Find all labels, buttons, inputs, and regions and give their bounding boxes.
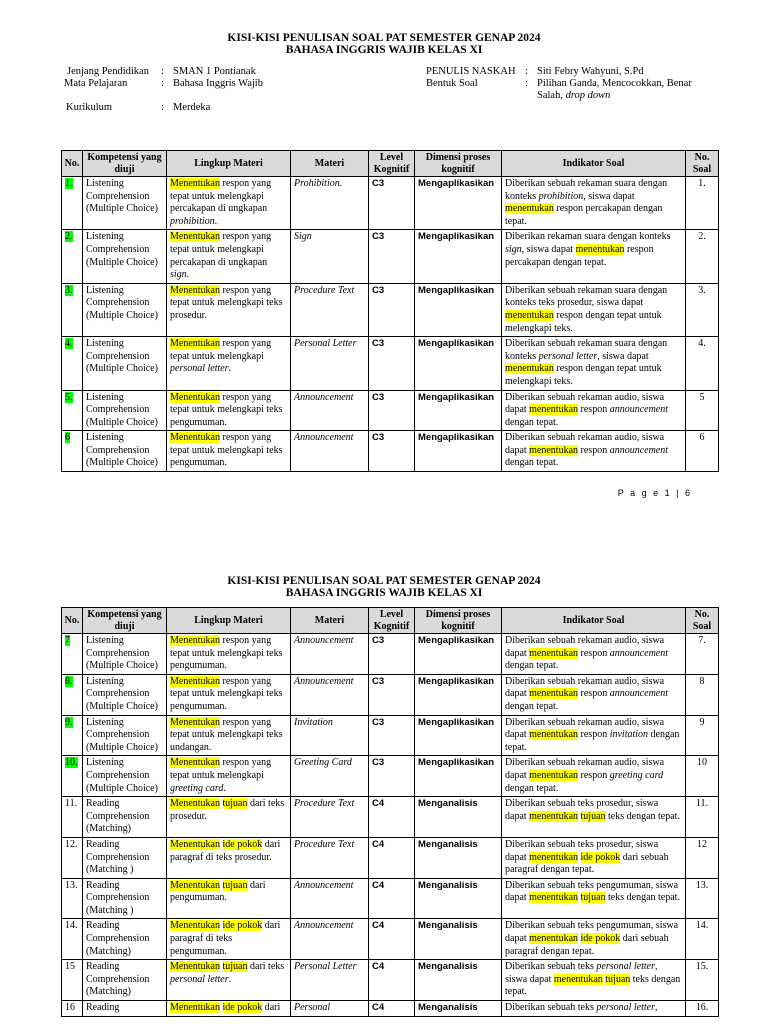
column-header: Dimensi proses kognitif bbox=[415, 151, 502, 177]
cell-no-soal: 10 bbox=[686, 756, 719, 797]
page-2 bbox=[0, 555, 768, 1024]
cell-level: C3 bbox=[369, 390, 415, 431]
cell-level: C4 bbox=[369, 797, 415, 838]
cell-no: 15 bbox=[62, 960, 83, 1001]
cell-lingkup: Menentukan tujuan dari teks personal letter. bbox=[167, 960, 291, 1001]
cell-no: 13. bbox=[62, 878, 83, 919]
table-row bbox=[62, 283, 719, 336]
cell-lingkup: Menentukan ide pokok dari paragraf di teks pengumuman. bbox=[167, 919, 291, 960]
cell-materi: Procedure Text bbox=[291, 837, 369, 878]
cell-level: C4 bbox=[369, 919, 415, 960]
cell-dimensi: Menganalisis bbox=[415, 837, 502, 878]
cell-dimensi: Mengaplikasikan bbox=[415, 674, 502, 715]
column-header: Level Kognitif bbox=[369, 608, 415, 634]
cell-level: C3 bbox=[369, 431, 415, 472]
cell-materi: Sign bbox=[291, 230, 369, 283]
cell-materi: Announcement bbox=[291, 674, 369, 715]
cell-no-soal: 2. bbox=[686, 230, 719, 283]
cell-no: 9. bbox=[62, 715, 83, 756]
cell-dimensi: Menganalisis bbox=[415, 797, 502, 838]
cell-indikator: Diberikan sebuah teks pengumuman, siswa dapat menentukan ide pokok dari sebuah paragraf dengan tepat. bbox=[502, 919, 686, 960]
cell-no-soal: 3. bbox=[686, 283, 719, 336]
table-row bbox=[62, 230, 719, 283]
cell-indikator: Diberikan sebuah teks personal letter, bbox=[502, 1001, 686, 1017]
cell-kompetensi: Listening Comprehension (Multiple Choice) bbox=[83, 756, 167, 797]
cell-kompetensi: Reading bbox=[83, 1001, 167, 1017]
cell-dimensi: Mengaplikasikan bbox=[415, 756, 502, 797]
cell-no-soal: 7. bbox=[686, 634, 719, 675]
cell-dimensi: Mengaplikasikan bbox=[415, 337, 502, 390]
cell-indikator: Diberikan sebuah teks pengumuman, siswa dapat menentukan tujuan teks dengan tepat. bbox=[502, 878, 686, 919]
cell-no-soal: 9 bbox=[686, 715, 719, 756]
kisi-table-page-2 bbox=[61, 607, 719, 1017]
cell-indikator: Diberikan sebuah rekaman suara dengan konteks prohibition, siswa dapat menentukan respon percakapan dengan tepat. bbox=[502, 177, 686, 230]
cell-lingkup: Menentukan ide pokok dari bbox=[167, 1001, 291, 1017]
cell-lingkup: Menentukan respon yang tepat untuk melengkapi teks undangan. bbox=[167, 715, 291, 756]
column-header: Materi bbox=[291, 151, 369, 177]
cell-lingkup: Menentukan respon yang tepat untuk melengkapi teks pengumuman. bbox=[167, 431, 291, 472]
cell-kompetensi: Listening Comprehension (Multiple Choice) bbox=[83, 337, 167, 390]
cell-level: C3 bbox=[369, 715, 415, 756]
table-row bbox=[62, 431, 719, 472]
table-row bbox=[62, 674, 719, 715]
cell-materi: Announcement bbox=[291, 634, 369, 675]
cell-no-soal: 1. bbox=[686, 177, 719, 230]
table-row bbox=[62, 634, 719, 675]
cell-materi: Announcement bbox=[291, 390, 369, 431]
cell-indikator: Diberikan sebuah rekaman audio, siswa dapat menentukan respon announcement dengan tepat. bbox=[502, 674, 686, 715]
cell-dimensi: Mengaplikasikan bbox=[415, 634, 502, 675]
kisi-table-page-1 bbox=[61, 150, 719, 472]
column-header: Lingkup Materi bbox=[167, 608, 291, 634]
cell-materi: Personal Letter bbox=[291, 337, 369, 390]
column-header: No. bbox=[62, 151, 83, 177]
cell-no-soal: 4. bbox=[686, 337, 719, 390]
cell-no: 10. bbox=[62, 756, 83, 797]
cell-no: 14. bbox=[62, 919, 83, 960]
table-row bbox=[62, 878, 719, 919]
cell-no: 3. bbox=[62, 283, 83, 336]
cell-kompetensi: Listening Comprehension (Multiple Choice) bbox=[83, 283, 167, 336]
cell-lingkup: Menentukan respon yang tepat untuk melengkapi personal letter. bbox=[167, 337, 291, 390]
cell-no: 8. bbox=[62, 674, 83, 715]
cell-lingkup: Menentukan ide pokok dari paragraf di teks prosedur. bbox=[167, 837, 291, 878]
column-header: No. Soal bbox=[686, 151, 719, 177]
cell-lingkup: Menentukan respon yang tepat untuk melengkapi teks pengumuman. bbox=[167, 674, 291, 715]
cell-level: C3 bbox=[369, 674, 415, 715]
cell-no-soal: 13. bbox=[686, 878, 719, 919]
table-row bbox=[62, 337, 719, 390]
cell-indikator: Diberikan sebuah teks personal letter, siswa dapat menentukan tujuan teks dengan tepat. bbox=[502, 960, 686, 1001]
cell-kompetensi: Listening Comprehension (Multiple Choice) bbox=[83, 431, 167, 472]
table-body bbox=[62, 634, 719, 1017]
cell-materi: Announcement bbox=[291, 919, 369, 960]
column-header: Dimensi proses kognitif bbox=[415, 608, 502, 634]
cell-materi: Prohibition. bbox=[291, 177, 369, 230]
cell-lingkup: Menentukan respon yang tepat untuk melengkapi percakapan di ungkapan sign. bbox=[167, 230, 291, 283]
cell-kompetensi: Reading Comprehension (Matching ) bbox=[83, 878, 167, 919]
column-header: No. bbox=[62, 608, 83, 634]
column-header: Lingkup Materi bbox=[167, 151, 291, 177]
cell-dimensi: Mengaplikasikan bbox=[415, 431, 502, 472]
cell-no: 6 bbox=[62, 431, 83, 472]
cell-no: 2. bbox=[62, 230, 83, 283]
cell-dimensi: Mengaplikasikan bbox=[415, 715, 502, 756]
cell-kompetensi: Listening Comprehension (Multiple Choice) bbox=[83, 674, 167, 715]
cell-materi: Invitation bbox=[291, 715, 369, 756]
cell-no: 5. bbox=[62, 390, 83, 431]
column-header: Kompetensi yang diuji bbox=[83, 608, 167, 634]
cell-level: C4 bbox=[369, 878, 415, 919]
cell-dimensi: Menganalisis bbox=[415, 960, 502, 1001]
cell-level: C3 bbox=[369, 230, 415, 283]
cell-materi: Announcement bbox=[291, 878, 369, 919]
cell-indikator: Diberikan sebuah rekaman audio, siswa dapat menentukan respon greeting card dengan tepat. bbox=[502, 756, 686, 797]
cell-no-soal: 11. bbox=[686, 797, 719, 838]
cell-dimensi: Menganalisis bbox=[415, 878, 502, 919]
table-row bbox=[62, 177, 719, 230]
column-header: Kompetensi yang diuji bbox=[83, 151, 167, 177]
cell-lingkup: Menentukan respon yang tepat untuk melengkapi teks pengumuman. bbox=[167, 634, 291, 675]
cell-indikator: Diberikan sebuah rekaman audio, siswa dapat menentukan respon announcement dengan tepat. bbox=[502, 431, 686, 472]
column-header: Indikator Soal bbox=[502, 608, 686, 634]
cell-indikator: Diberikan sebuah rekaman audio, siswa dapat menentukan respon announcement dengan tepat. bbox=[502, 390, 686, 431]
cell-level: C4 bbox=[369, 960, 415, 1001]
cell-kompetensi: Listening Comprehension (Multiple Choice) bbox=[83, 230, 167, 283]
cell-kompetensi: Listening Comprehension (Multiple Choice) bbox=[83, 634, 167, 675]
cell-indikator: Diberikan sebuah rekaman suara dengan konteks teks prosedur, siswa dapat menentukan respon dengan tepat untuk melengkapi teks. bbox=[502, 283, 686, 336]
meta-right: PENULIS NASKAH : Siti Febry Wahyuni, S.Pd Bentuk Soal : Pilihan Ganda, Mencocokkan, Benar Salah, drop down bbox=[426, 66, 692, 101]
cell-level: C3 bbox=[369, 283, 415, 336]
cell-no: 4. bbox=[62, 337, 83, 390]
cell-no: 16 bbox=[62, 1001, 83, 1017]
cell-dimensi: Mengaplikasikan bbox=[415, 177, 502, 230]
page-number: P a g e 1 | 6 bbox=[617, 488, 692, 498]
table-row bbox=[62, 715, 719, 756]
column-header: Indikator Soal bbox=[502, 151, 686, 177]
meta-left: Jenjang Pendidikan : SMAN 1 Pontianak Mata Pelajaran : Bahasa Inggris Wajib Kurikulum : Merdeka bbox=[64, 66, 263, 113]
cell-level: C3 bbox=[369, 756, 415, 797]
cell-materi: Announcement bbox=[291, 431, 369, 472]
table-row bbox=[62, 960, 719, 1001]
table-body bbox=[62, 177, 719, 472]
cell-kompetensi: Reading Comprehension (Matching ) bbox=[83, 837, 167, 878]
cell-no-soal: 5 bbox=[686, 390, 719, 431]
cell-materi: Procedure Text bbox=[291, 797, 369, 838]
cell-dimensi: Menganalisis bbox=[415, 919, 502, 960]
cell-no-soal: 6 bbox=[686, 431, 719, 472]
page-title: KISI-KISI PENULISAN SOAL PAT SEMESTER GENAP 2024 BAHASA INGGRIS WAJIB KELAS XI bbox=[227, 32, 541, 56]
cell-indikator: Diberikan sebuah teks prosedur, siswa dapat menentukan ide pokok dari sebuah paragraf dengan tepat. bbox=[502, 837, 686, 878]
cell-no-soal: 16. bbox=[686, 1001, 719, 1017]
header-row bbox=[62, 608, 719, 634]
cell-materi: Personal Letter bbox=[291, 960, 369, 1001]
cell-materi: Personal bbox=[291, 1001, 369, 1017]
header-row bbox=[62, 151, 719, 177]
cell-no-soal: 12 bbox=[686, 837, 719, 878]
table-row bbox=[62, 390, 719, 431]
cell-kompetensi: Reading Comprehension (Matching) bbox=[83, 960, 167, 1001]
cell-no: 7 bbox=[62, 634, 83, 675]
cell-lingkup: Menentukan respon yang tepat untuk melengkapi teks pengumuman. bbox=[167, 390, 291, 431]
cell-dimensi: Menganalisis bbox=[415, 1001, 502, 1017]
cell-kompetensi: Listening Comprehension (Multiple Choice) bbox=[83, 177, 167, 230]
cell-no-soal: 8 bbox=[686, 674, 719, 715]
cell-no: 12. bbox=[62, 837, 83, 878]
table-row bbox=[62, 797, 719, 838]
cell-level: C3 bbox=[369, 634, 415, 675]
table-header bbox=[62, 151, 719, 177]
cell-lingkup: Menentukan respon yang tepat untuk melengkapi teks prosedur. bbox=[167, 283, 291, 336]
cell-indikator: Diberikan sebuah rekaman audio, siswa dapat menentukan respon invitation dengan tepat. bbox=[502, 715, 686, 756]
cell-no-soal: 14. bbox=[686, 919, 719, 960]
cell-kompetensi: Reading Comprehension (Matching) bbox=[83, 919, 167, 960]
cell-level: C4 bbox=[369, 1001, 415, 1017]
cell-lingkup: Menentukan respon yang tepat untuk melengkapi percakapan di ungkapan prohibition. bbox=[167, 177, 291, 230]
cell-lingkup: Menentukan tujuan dari teks prosedur. bbox=[167, 797, 291, 838]
cell-dimensi: Mengaplikasikan bbox=[415, 230, 502, 283]
column-header: No. Soal bbox=[686, 608, 719, 634]
page-title: KISI-KISI PENULISAN SOAL PAT SEMESTER GENAP 2024 BAHASA INGGRIS WAJIB KELAS XI bbox=[227, 575, 541, 599]
cell-no: 1. bbox=[62, 177, 83, 230]
table-row bbox=[62, 756, 719, 797]
meta-bentuk-cont: Salah, drop down bbox=[537, 90, 611, 101]
cell-dimensi: Mengaplikasikan bbox=[415, 390, 502, 431]
cell-lingkup: Menentukan tujuan dari pengumuman. bbox=[167, 878, 291, 919]
cell-indikator: Diberikan rekaman suara dengan konteks sign, siswa dapat menentukan respon percakapan dengan tepat. bbox=[502, 230, 686, 283]
cell-level: C3 bbox=[369, 337, 415, 390]
cell-kompetensi: Listening Comprehension (Multiple Choice) bbox=[83, 715, 167, 756]
cell-indikator: Diberikan sebuah rekaman suara dengan konteks personal letter, siswa dapat menentukan respon dengan tepat untuk melengkapi teks. bbox=[502, 337, 686, 390]
cell-kompetensi: Reading Comprehension (Matching) bbox=[83, 797, 167, 838]
table-row bbox=[62, 837, 719, 878]
table-header bbox=[62, 608, 719, 634]
column-header: Level Kognitif bbox=[369, 151, 415, 177]
table-row bbox=[62, 1001, 719, 1017]
cell-kompetensi: Listening Comprehension (Multiple Choice) bbox=[83, 390, 167, 431]
cell-indikator: Diberikan sebuah teks prosedur, siswa dapat menentukan tujuan teks dengan tepat. bbox=[502, 797, 686, 838]
cell-materi: Procedure Text bbox=[291, 283, 369, 336]
table-row bbox=[62, 919, 719, 960]
cell-level: C3 bbox=[369, 177, 415, 230]
cell-materi: Greeting Card bbox=[291, 756, 369, 797]
cell-lingkup: Menentukan respon yang tepat untuk melengkapi greeting card. bbox=[167, 756, 291, 797]
cell-level: C4 bbox=[369, 837, 415, 878]
column-header: Materi bbox=[291, 608, 369, 634]
cell-dimensi: Mengaplikasikan bbox=[415, 283, 502, 336]
cell-indikator: Diberikan sebuah rekaman audio, siswa dapat menentukan respon announcement dengan tepat. bbox=[502, 634, 686, 675]
cell-no: 11. bbox=[62, 797, 83, 838]
cell-no-soal: 15. bbox=[686, 960, 719, 1001]
